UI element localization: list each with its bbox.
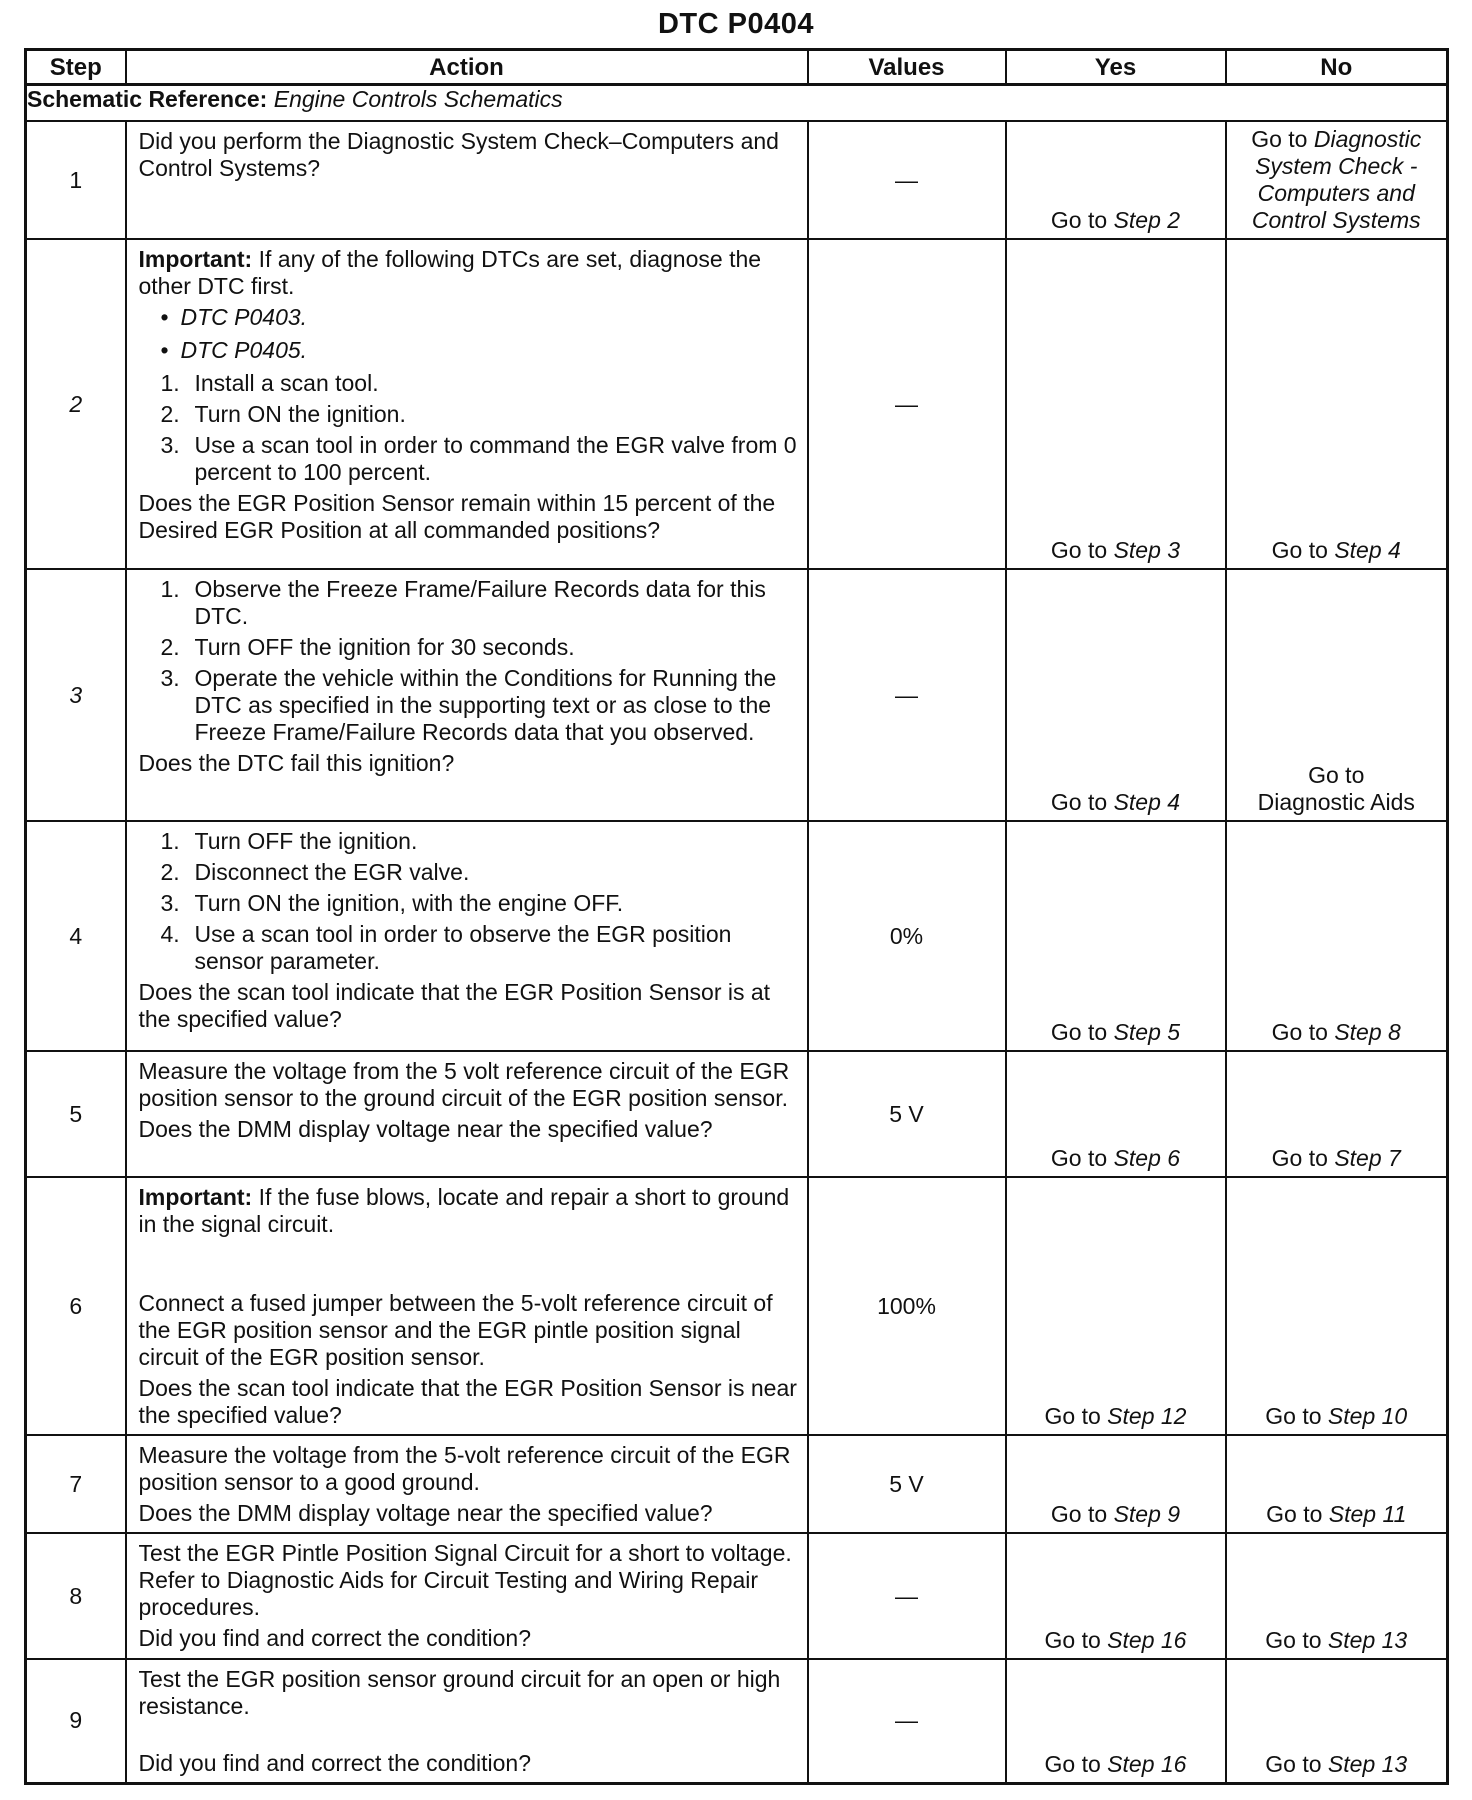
action-question: Does the EGR Position Sensor remain within 15 percent of the Desired EGR Position at all commanded positions? xyxy=(138,490,776,543)
step-number: 9 xyxy=(26,1659,126,1783)
step-number: 7 xyxy=(26,1435,126,1533)
yes-cell: Go to Step 9 xyxy=(1006,1435,1226,1533)
bullet-item: • DTC P0403. xyxy=(139,304,799,331)
no-cell: Go to Step 13 xyxy=(1226,1533,1448,1659)
no-cell: Go to Step 4 xyxy=(1226,239,1448,569)
yes-step-ref: Step 6 xyxy=(1113,1145,1181,1171)
action-question: Does the DMM display voltage near the specified value? xyxy=(138,1500,713,1526)
yes-step-ref: Step 3 xyxy=(1113,537,1181,563)
schematic-reference-cell xyxy=(26,85,1448,122)
yes-step-ref: Step 12 xyxy=(1107,1403,1187,1429)
yes-step-ref: Step 16 xyxy=(1107,1627,1187,1653)
yes-step-ref: Step 4 xyxy=(1113,789,1181,815)
header-action: Action xyxy=(126,50,808,85)
values-cell: 5 V xyxy=(808,1435,1006,1533)
step-row-3 xyxy=(26,569,1448,821)
numbered-item: 3. Use a scan tool in order to command the EGR valve from 0 percent to 100 percent. xyxy=(160,432,797,485)
step-row-7 xyxy=(26,1435,1448,1533)
no-step-ref: Step 8 xyxy=(1334,1019,1401,1045)
no-line: Go to xyxy=(1308,762,1365,788)
no-step-ref: Step 11 xyxy=(1328,1501,1407,1527)
no-step-ref: Step 7 xyxy=(1334,1145,1401,1171)
no-step-ref: Step 13 xyxy=(1327,1750,1408,1777)
no-step-ref: Step 10 xyxy=(1327,1403,1408,1429)
numbered-item: 3. Turn ON the ignition, with the engine OFF. xyxy=(160,890,624,916)
yes-cell: Go to Step 12 xyxy=(1006,1177,1226,1435)
no-step-ref: Step 13 xyxy=(1327,1627,1408,1653)
numbered-item: 2. Turn ON the ignition. xyxy=(160,401,406,427)
action-text: Test the EGR Pintle Position Signal Circuit for a short to voltage. Refer to Diagnostic Aids for Circuit Testing and Wiring Repair procedures. xyxy=(138,1540,792,1620)
step-row-4 xyxy=(26,821,1448,1051)
no-cell: Go to Step 10 xyxy=(1226,1177,1448,1435)
step-number: 2 xyxy=(26,239,126,569)
action-question: Does the DMM display voltage near the specified value? xyxy=(138,1116,713,1142)
yes-step-ref: Step 2 xyxy=(1113,207,1181,233)
yes-step-ref: Step 5 xyxy=(1113,1019,1181,1045)
values-cell: 5 V xyxy=(808,1051,1006,1177)
step-number: 3 xyxy=(26,569,126,821)
step-number: 8 xyxy=(26,1533,126,1659)
action-cell xyxy=(126,1533,808,1659)
action-cell xyxy=(126,121,808,239)
step-row-2 xyxy=(26,239,1448,569)
yes-cell: Go to Step 6 xyxy=(1006,1051,1226,1177)
step-number: 1 xyxy=(26,121,126,239)
spacer xyxy=(139,1242,799,1290)
numbered-item: 3. Operate the vehicle within the Conditions for Running the DTC as specified in the supporting text or as close to the Freeze Frame/Failure Records data that you observed. xyxy=(160,665,777,745)
no-line: Go to Diagnostic xyxy=(1251,126,1422,152)
dtc-table xyxy=(24,48,1449,1785)
yes-step-ref: Step 9 xyxy=(1113,1501,1181,1527)
step-row-5 xyxy=(26,1051,1448,1177)
values-cell: — xyxy=(808,569,1006,821)
yes-cell: Go to Step 3 xyxy=(1006,239,1226,569)
yes-cell: Go to Step 16 xyxy=(1006,1659,1226,1783)
schematic-reference-row xyxy=(26,85,1448,122)
no-cell: Go to Step 13 xyxy=(1226,1659,1448,1783)
document-title: DTC P0404 xyxy=(657,8,814,40)
action-cell xyxy=(126,1051,808,1177)
action-cell xyxy=(126,1435,808,1533)
header-yes: Yes xyxy=(1006,50,1226,85)
header-row xyxy=(26,50,1448,85)
yes-cell: Go to Step 4 xyxy=(1006,569,1226,821)
header-no: No xyxy=(1226,50,1448,85)
important-text: If the fuse blows, locate and repair a short to ground in the signal circuit. xyxy=(138,1184,790,1237)
no-line: Computers and xyxy=(1257,180,1415,206)
numbered-item: 1. Turn OFF the ignition. xyxy=(160,828,418,854)
step-row-9 xyxy=(26,1659,1448,1783)
numbered-item: 1. Observe the Freeze Frame/Failure Records data for this DTC. xyxy=(160,576,766,629)
step-number: 4 xyxy=(26,821,126,1051)
step-row-6 xyxy=(26,1177,1448,1435)
values-cell: 100% xyxy=(808,1177,1006,1435)
yes-cell xyxy=(1006,121,1226,239)
action-question: Did you perform the Diagnostic System Check–Computers and Control Systems? xyxy=(138,128,779,181)
step-number: 5 xyxy=(26,1051,126,1177)
numbered-item: 4. Use a scan tool in order to observe the EGR position sensor parameter. xyxy=(160,921,732,974)
action-text: Measure the voltage from the 5 volt reference circuit of the EGR position sensor to the ground circuit of the EGR position sensor. xyxy=(138,1058,790,1111)
yes-cell: Go to Step 5 xyxy=(1006,821,1226,1051)
action-text: Test the EGR position sensor ground circuit for an open or high resistance. xyxy=(138,1666,781,1719)
numbered-item: 1. Install a scan tool. xyxy=(160,370,379,396)
action-question: Does the DTC fail this ignition? xyxy=(138,750,455,776)
values-cell: — xyxy=(808,1533,1006,1659)
action-cell xyxy=(126,239,808,569)
step-number: 6 xyxy=(26,1177,126,1435)
no-line: Diagnostic Aids xyxy=(1257,789,1415,815)
no-cell: Go to Step 8 xyxy=(1226,821,1448,1051)
no-step-ref: Step 4 xyxy=(1334,537,1401,563)
important-label: Important: xyxy=(138,1184,253,1210)
no-line: Control Systems xyxy=(1251,207,1421,233)
yes-cell: Go to Step 16 xyxy=(1006,1533,1226,1659)
no-cell xyxy=(1226,569,1448,821)
schematic-reference-value: Engine Controls Schematics xyxy=(273,86,563,112)
step-row-1 xyxy=(26,121,1448,239)
header-values: Values xyxy=(808,50,1006,85)
spacer xyxy=(139,1724,799,1750)
schematic-reference-label: Schematic Reference: xyxy=(27,86,268,112)
action-text: Connect a fused jumper between the 5-volt reference circuit of the EGR position sensor and the EGR pintle position signal circuit of the EGR position sensor. xyxy=(138,1290,773,1370)
yes-step-ref: Step 16 xyxy=(1107,1750,1187,1777)
important-text: If any of the following DTCs are set, diagnose the other DTC first. xyxy=(138,246,762,299)
values-cell: — xyxy=(808,121,1006,239)
no-cell: Go to Step 7 xyxy=(1226,1051,1448,1177)
important-note xyxy=(139,1184,799,1238)
values-cell: — xyxy=(808,1659,1006,1783)
action-cell xyxy=(126,569,808,821)
action-text: Measure the voltage from the 5-volt reference circuit of the EGR position sensor to a good ground. xyxy=(138,1442,791,1495)
action-question: Does the scan tool indicate that the EGR Position Sensor is at the specified value? xyxy=(138,979,771,1032)
action-cell xyxy=(126,821,808,1051)
header-step: Step xyxy=(26,50,126,85)
values-cell: — xyxy=(808,239,1006,569)
goto-prefix: Go to xyxy=(1050,207,1108,233)
important-label: Important: xyxy=(138,246,253,272)
action-question: Did you find and correct the condition? xyxy=(138,1750,532,1776)
no-line: System Check - xyxy=(1255,153,1418,179)
action-question: Did you find and correct the condition? xyxy=(138,1625,532,1651)
no-cell xyxy=(1226,121,1448,239)
no-cell: Go to Step 11 xyxy=(1226,1435,1448,1533)
values-cell: 0% xyxy=(808,821,1006,1051)
action-cell xyxy=(126,1659,808,1783)
important-note xyxy=(139,246,799,300)
numbered-item: 2. Turn OFF the ignition for 30 seconds. xyxy=(160,634,575,660)
action-question: Does the scan tool indicate that the EGR Position Sensor is near the specified value? xyxy=(138,1375,797,1428)
bullet-item: • DTC P0405. xyxy=(139,337,799,364)
step-row-8 xyxy=(26,1533,1448,1659)
numbered-item: 2. Disconnect the EGR valve. xyxy=(160,859,470,885)
action-cell xyxy=(126,1177,808,1435)
